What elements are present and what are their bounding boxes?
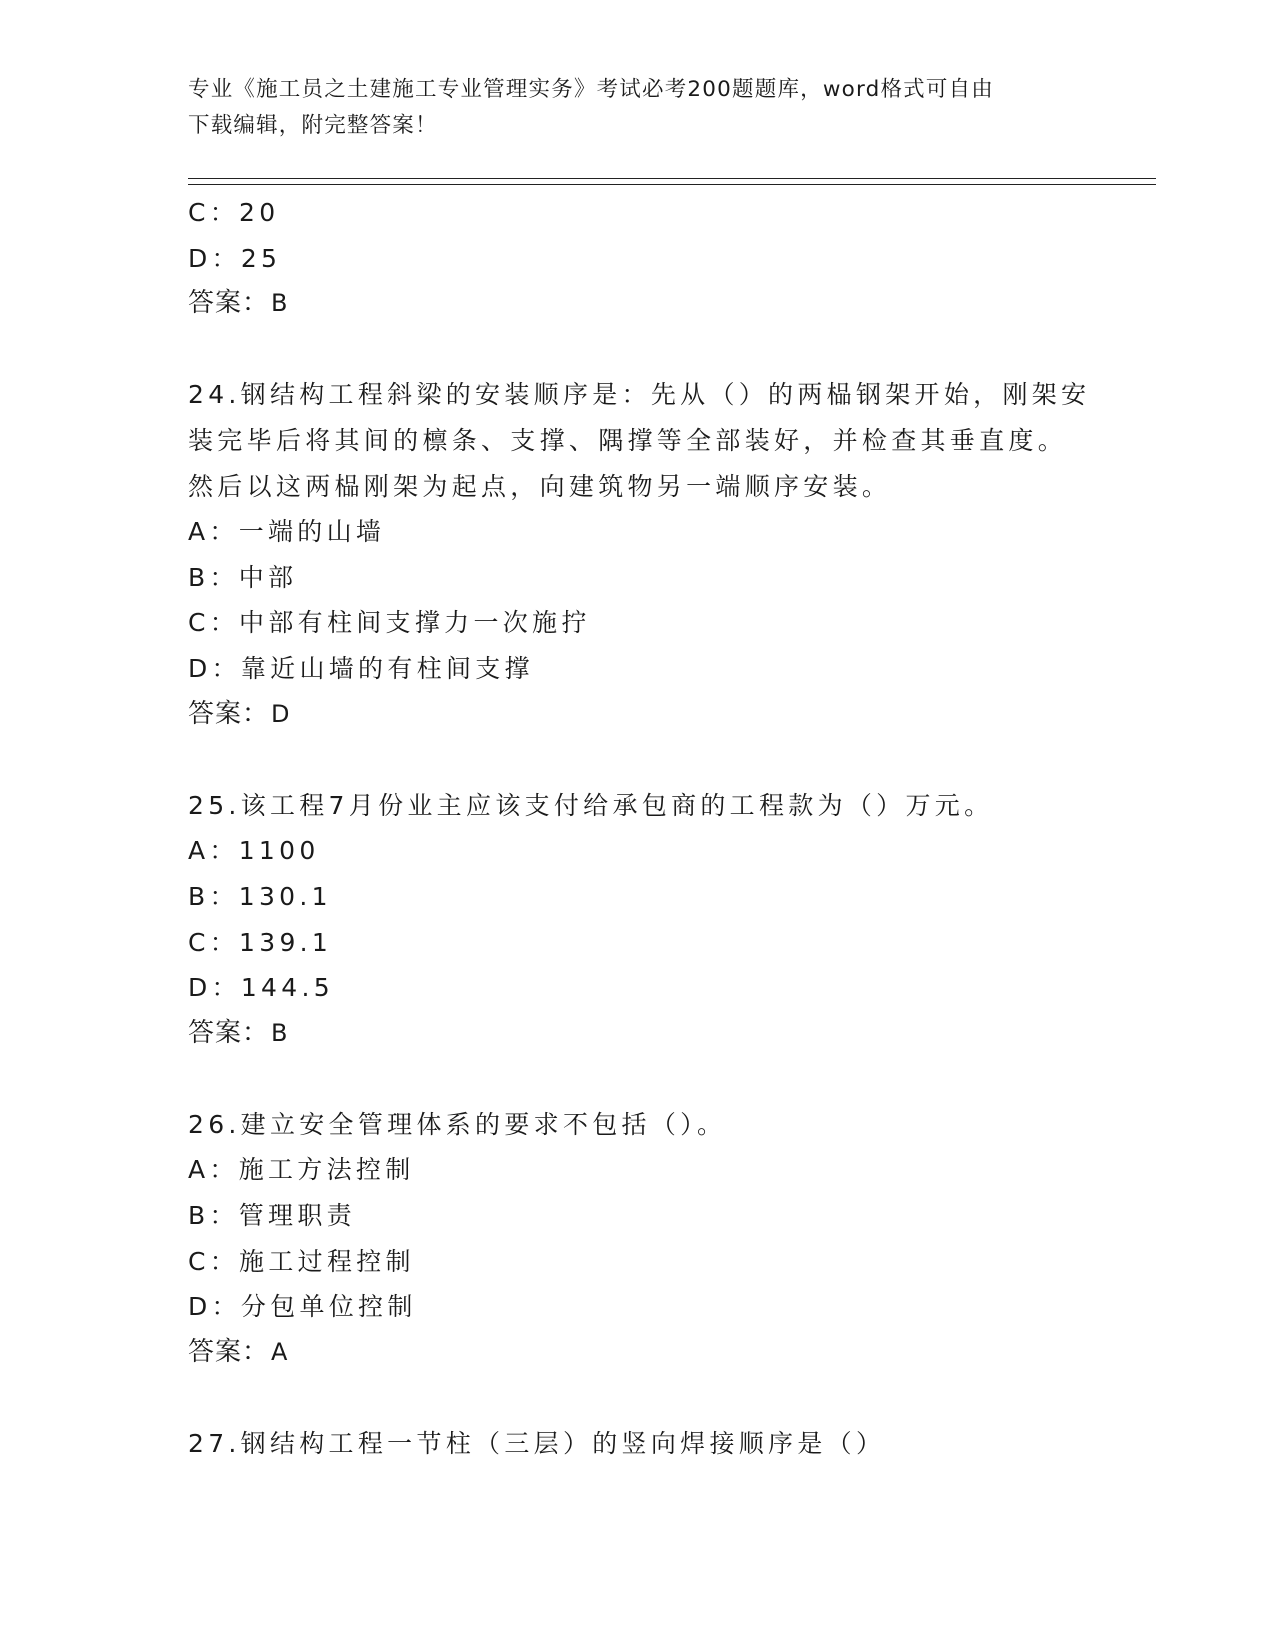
option-b: B：管理职责 (188, 1201, 356, 1231)
option-a: A：一端的山墙 (188, 517, 386, 547)
option-b: B：中部 (188, 562, 298, 592)
answer-row (188, 1011, 1148, 1057)
question-27 (188, 1421, 1148, 1467)
question-24 (188, 372, 1148, 737)
question-25 (188, 783, 1148, 1057)
question-23-tail (188, 190, 1148, 327)
answer-label: 答案： (188, 1336, 270, 1367)
option-b: B：130.1 (188, 881, 332, 911)
option-a: A：施工方法控制 (188, 1155, 415, 1185)
header-line-2: 下载编辑，附完整答案！ (188, 113, 438, 138)
option-d: D：144.5 (188, 973, 334, 1003)
header-divider-bottom (188, 184, 1156, 185)
answer-label: 答案： (188, 698, 270, 729)
option-d: D：靠近山墙的有柱间支撑 (188, 653, 534, 683)
option-d: D：分包单位控制 (188, 1292, 417, 1322)
question-26 (188, 1102, 1148, 1376)
answer-value: B (271, 289, 288, 318)
option-d: D：25 (188, 243, 282, 273)
answer-value: A (271, 1337, 288, 1366)
spacer (188, 1056, 1148, 1102)
question-stem-line: 25.该工程7月份业主应该支付给承包商的工程款为（）万元。 (188, 790, 994, 820)
header-divider-top (188, 178, 1156, 179)
answer-value: D (271, 699, 290, 728)
option-c: C：139.1 (188, 927, 333, 957)
answer-label: 答案： (188, 288, 270, 319)
answer-label: 答案： (188, 1017, 270, 1048)
option-a: A：1100 (188, 836, 320, 866)
option-c: C：中部有柱间支撑力一次施拧 (188, 608, 591, 638)
question-stem-line: 27.钢结构工程一节柱（三层）的竖向焊接顺序是（） (188, 1429, 886, 1459)
question-stem-line: 24.钢结构工程斜梁的安装顺序是：先从（）的两榀钢架开始，刚架安 (188, 380, 1091, 410)
question-list (188, 190, 1148, 1467)
document-header (188, 72, 1088, 144)
spacer (188, 737, 1148, 783)
answer-row (188, 692, 1148, 738)
question-stem-line: 然后以这两榀刚架为起点，向建筑物另一端顺序安装。 (188, 471, 892, 501)
answer-value: B (271, 1018, 288, 1047)
answer-row (188, 281, 1148, 327)
option-c: C：施工过程控制 (188, 1246, 415, 1276)
option-c: C：20 (188, 198, 280, 227)
spacer (188, 1375, 1148, 1421)
question-stem-line: 26.建立安全管理体系的要求不包括（）。 (188, 1109, 727, 1139)
answer-row (188, 1330, 1148, 1376)
spacer (188, 327, 1148, 373)
question-stem-line: 装完毕后将其间的檩条、支撑、隅撑等全部装好，并检查其垂直度。 (188, 425, 1068, 455)
header-line-1: 专业《施工员之土建施工专业管理实务》考试必考200题题库，word格式可自由 (188, 77, 994, 102)
